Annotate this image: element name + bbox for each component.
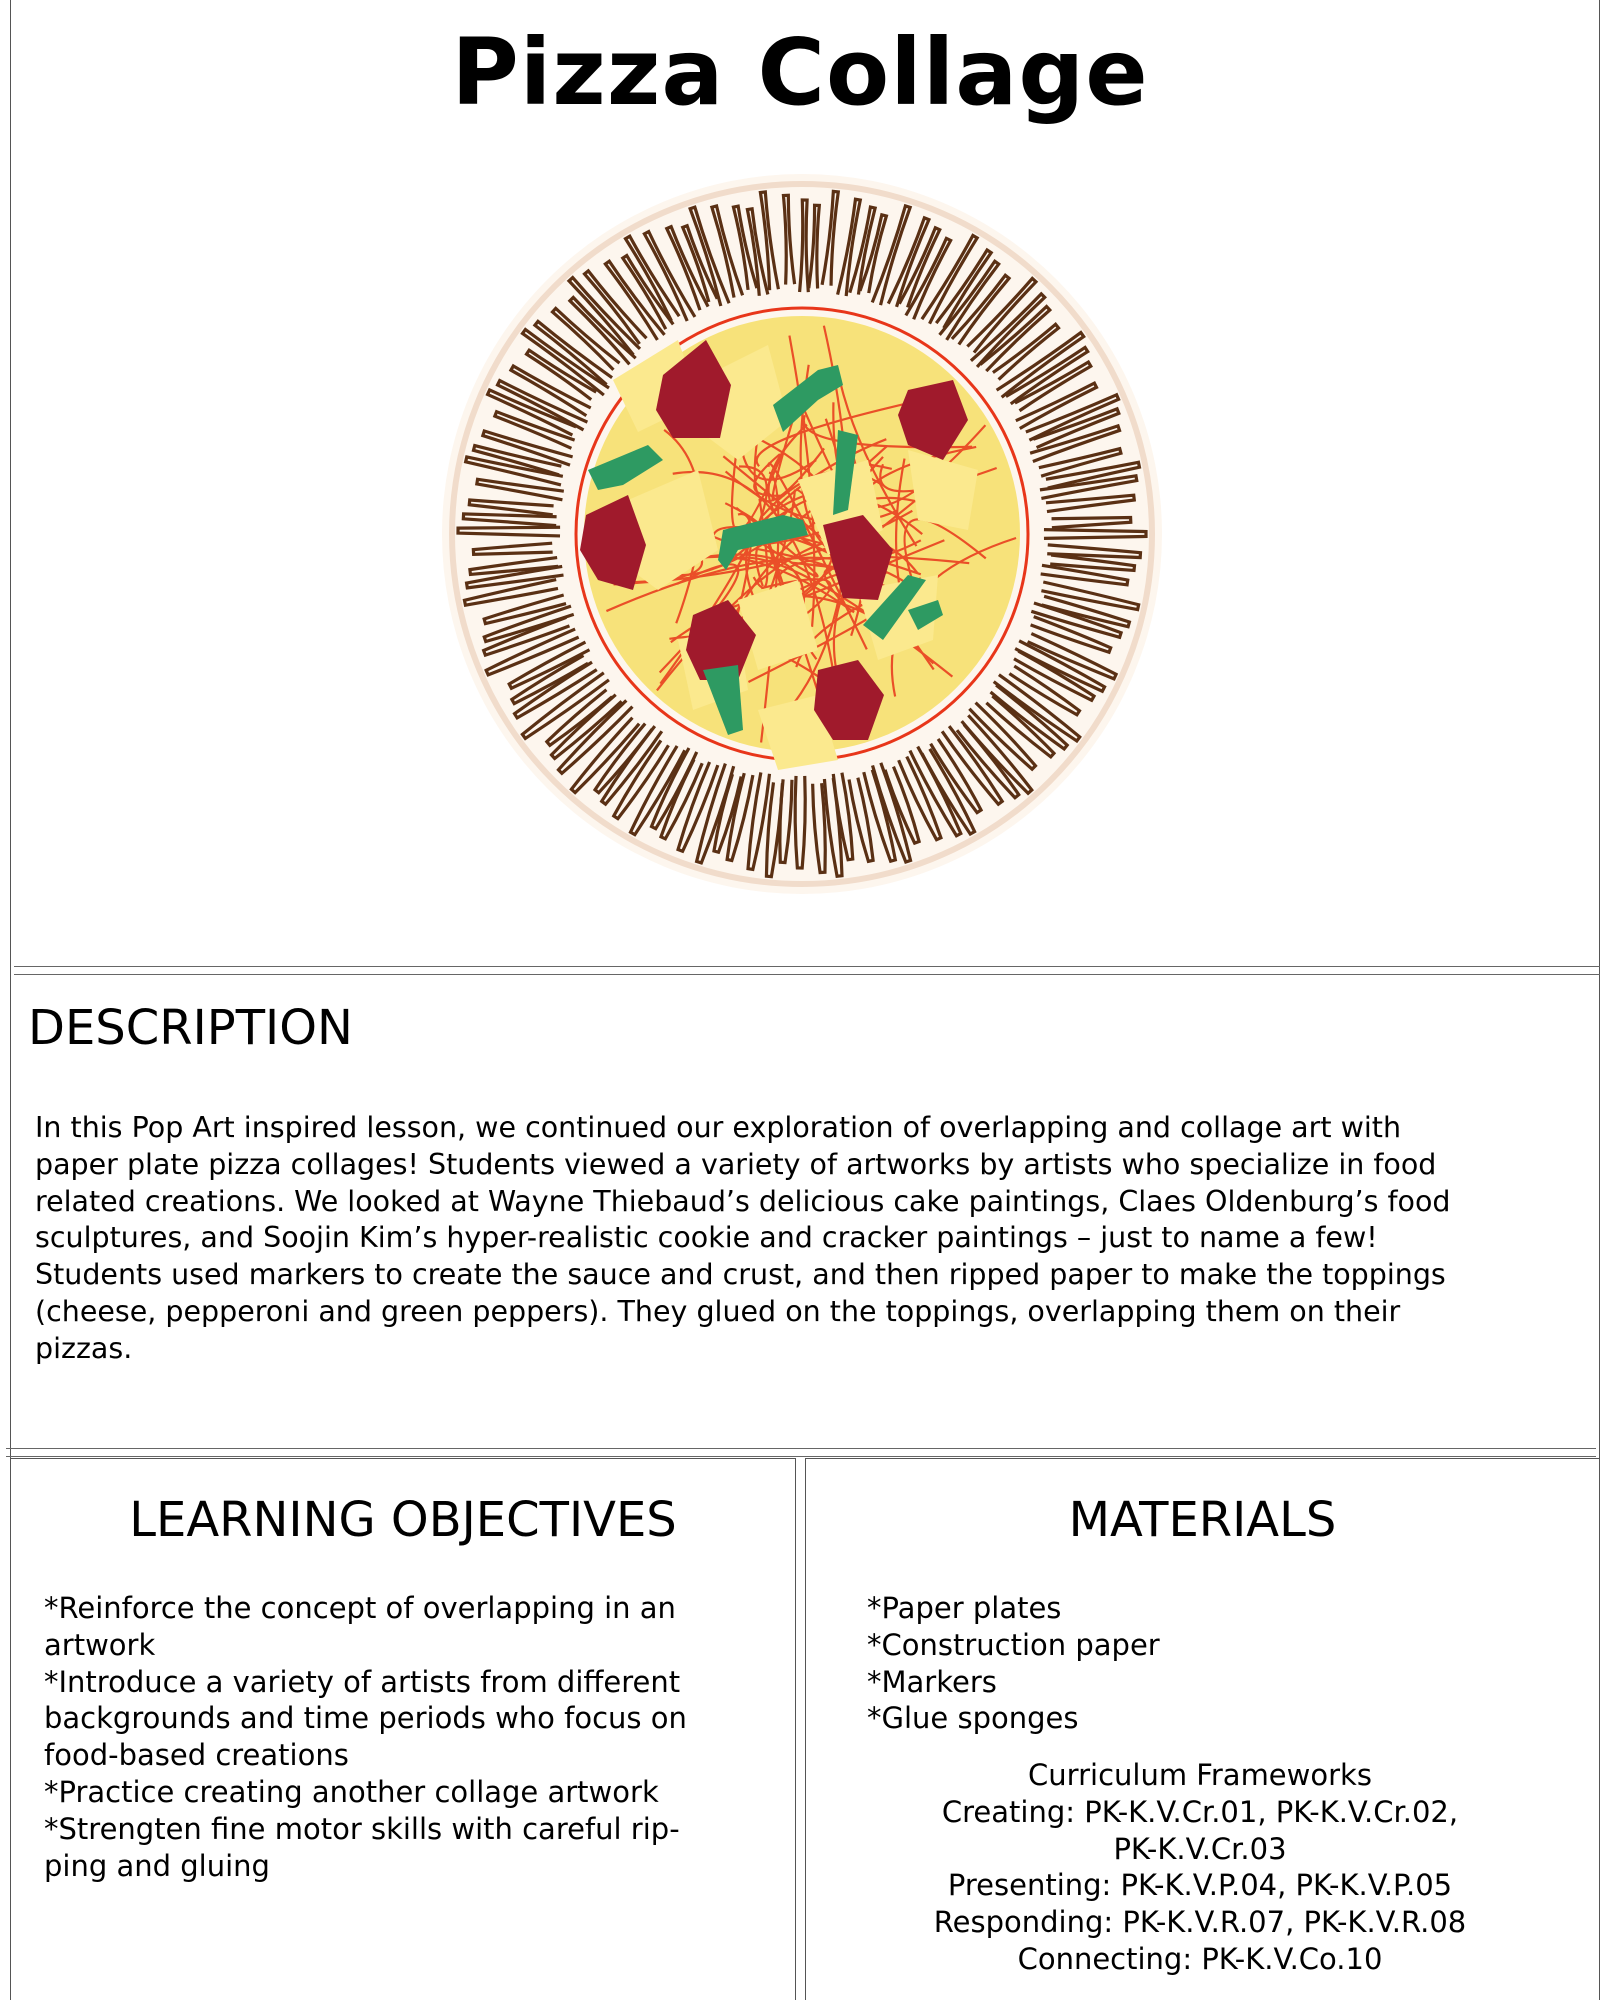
objective-line: ping and gluing: [44, 1848, 270, 1883]
section-divider: [14, 966, 1600, 975]
pizza-collage-image: [438, 170, 1166, 898]
description-line: pizzas.: [35, 1331, 133, 1365]
description-heading: DESCRIPTION: [28, 1000, 353, 1056]
curriculum-frameworks: [810, 1757, 1590, 1978]
framework-line: Connecting: PK-K.V.Co.10: [1017, 1941, 1383, 1976]
objective-line: artwork: [44, 1627, 156, 1662]
material-item: *Markers: [867, 1664, 997, 1699]
objective-line: food-based creations: [44, 1738, 349, 1773]
materials-list: [867, 1590, 1527, 1737]
objective-line: *Strengten fine motor skills with careful rip-: [44, 1811, 680, 1846]
framework-line: Responding: PK-K.V.R.07, PK-K.V.R.08: [933, 1905, 1467, 1940]
material-item: *Paper plates: [867, 1591, 1062, 1625]
description-line: In this Pop Art inspired lesson, we continued our exploration of overlapping and collage art with: [35, 1111, 1402, 1144]
description-line: paper plate pizza collages! Students viewed a variety of artworks by artists who specialize in food: [35, 1147, 1437, 1181]
description-text: [35, 1110, 1575, 1368]
materials-heading: MATERIALS: [1068, 1492, 1337, 1548]
framework-line: Presenting: PK-K.V.P.04, PK-K.V.P.05: [947, 1868, 1453, 1903]
framework-line: Creating: PK-K.V.Cr.01, PK-K.V.Cr.02,: [941, 1794, 1459, 1829]
description-line: Students used markers to create the sauce and crust, and then ripped paper to make the toppings: [35, 1258, 1446, 1292]
objectives-heading: LEARNING OBJECTIVES: [129, 1492, 677, 1548]
objectives-list: [44, 1590, 744, 1884]
description-line: sculptures, and Soojin Kim’s hyper-realistic cookie and cracker paintings – just to name a few!: [35, 1221, 1378, 1255]
objective-line: *Introduce a variety of artists from different: [44, 1664, 681, 1699]
material-item: *Construction paper: [867, 1627, 1160, 1662]
material-item: *Glue sponges: [867, 1701, 1079, 1736]
page-title: Pizza Collage: [451, 19, 1149, 126]
objective-line: *Practice creating another collage artwork: [44, 1774, 659, 1809]
description-line: (cheese, pepperoni and green peppers). They glued on the toppings, overlapping them on their: [35, 1294, 1401, 1328]
description-line: related creations. We looked at Wayne Thiebaud’s delicious cake paintings, Claes Oldenburg’s food: [35, 1184, 1451, 1218]
framework-line: Curriculum Frameworks: [1028, 1758, 1372, 1792]
objective-line: backgrounds and time periods who focus on: [44, 1701, 687, 1736]
objective-line: *Reinforce the concept of overlapping in an: [44, 1591, 676, 1625]
framework-line: PK-K.V.Cr.03: [1113, 1831, 1287, 1866]
section-divider: [6, 1448, 1596, 1457]
